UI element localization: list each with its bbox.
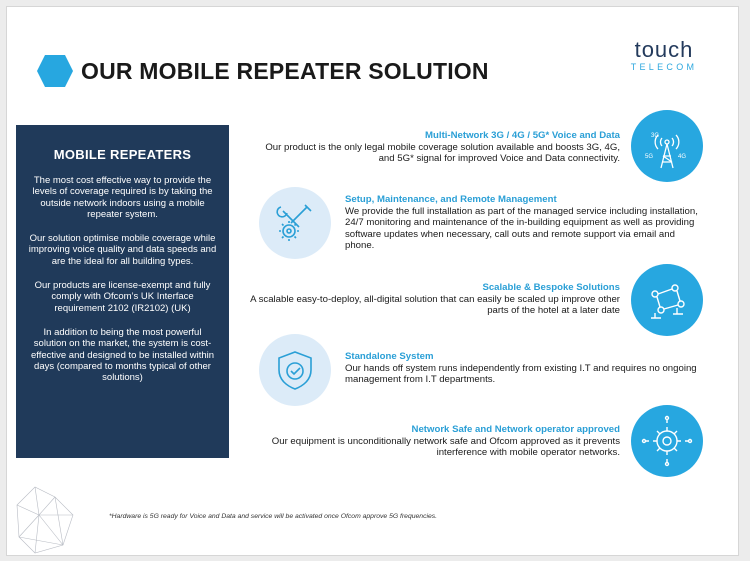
logo-subtitle: TELECOM	[630, 62, 698, 72]
slide	[6, 6, 739, 556]
icon-label-4g: 4G	[678, 154, 687, 160]
feature-title: Setup, Maintenance, and Remote Management	[345, 194, 557, 205]
logo	[624, 39, 704, 73]
feature-text: Our hands off system runs independently from existing I.T and requires no ongoing management from I.T departments.	[345, 362, 697, 385]
feature-title: Network Safe and Network operator approved	[411, 424, 620, 435]
feature-network-safe	[240, 424, 620, 459]
feature-title: Multi-Network 3G / 4G / 5G* Voice and Data	[425, 130, 620, 141]
shield-check-icon	[259, 334, 331, 406]
feature-title: Scalable & Bespoke Solutions	[482, 282, 620, 293]
feature-multi-network	[260, 130, 620, 165]
feature-standalone	[345, 351, 705, 386]
feature-text: We provide the full installation as part of the managed service including installation, 24/7 monitoring and maintenance of the in-building equipment as well as providing software updates when necessary, call outs and remote support via email and phone.	[345, 205, 698, 251]
page-title: OUR MOBILE REPEATER SOLUTION	[81, 58, 489, 84]
icon-label-3g: 3G	[651, 133, 660, 139]
sidebar-paragraph: Our solution optimise mobile coverage while improving voice quality and data speeds and are the ideal for all building types.	[28, 233, 217, 267]
feature-text: A scalable easy-to-deploy, all-digital solution that can easily be scaled up improve other parts of the hotel at a later date	[250, 293, 620, 316]
antenna-tower-icon	[631, 110, 703, 182]
feature-text: Our equipment is unconditionally network safe and Ofcom approved as it prevents interference with mobile operator networks.	[271, 435, 620, 458]
hexagon-icon	[36, 54, 74, 88]
footnote: *Hardware is 5G ready for Voice and Data and service will be activated once Ofcom approve 5G frequencies.	[109, 513, 438, 520]
logo-wordmark: touch	[634, 37, 694, 62]
scalable-network-icon	[631, 264, 703, 336]
decorative-polygon-graphic	[15, 485, 85, 555]
tools-gear-icon	[259, 187, 331, 259]
gear-circuit-icon	[631, 405, 703, 477]
sidebar-panel	[16, 125, 229, 458]
sidebar-paragraph: Our products are license-exempt and fully comply with Ofcom’s UK Interface requirement 2102 (IR2102) (UK)	[34, 280, 211, 314]
sidebar-heading: MOBILE REPEATERS	[53, 147, 192, 162]
icon-label-5g: 5G	[645, 154, 654, 160]
feature-text: Our product is the only legal mobile coverage solution available and boosts 3G, 4G, and 5G* signal for improved Voice and Data connectivity.	[265, 141, 620, 164]
feature-title: Standalone System	[345, 351, 434, 362]
feature-scalable	[240, 282, 620, 317]
feature-setup-maintenance	[345, 194, 705, 252]
sidebar-paragraph: In addition to being the most powerful solution on the market, the system is cost-effective and designed to be installed within days (compared to months typical of other solutions)	[30, 326, 215, 384]
sidebar-paragraph: The most cost effective way to provide the levels of coverage required is by taking the outside network indoors using a mobile repeater system.	[32, 175, 213, 220]
